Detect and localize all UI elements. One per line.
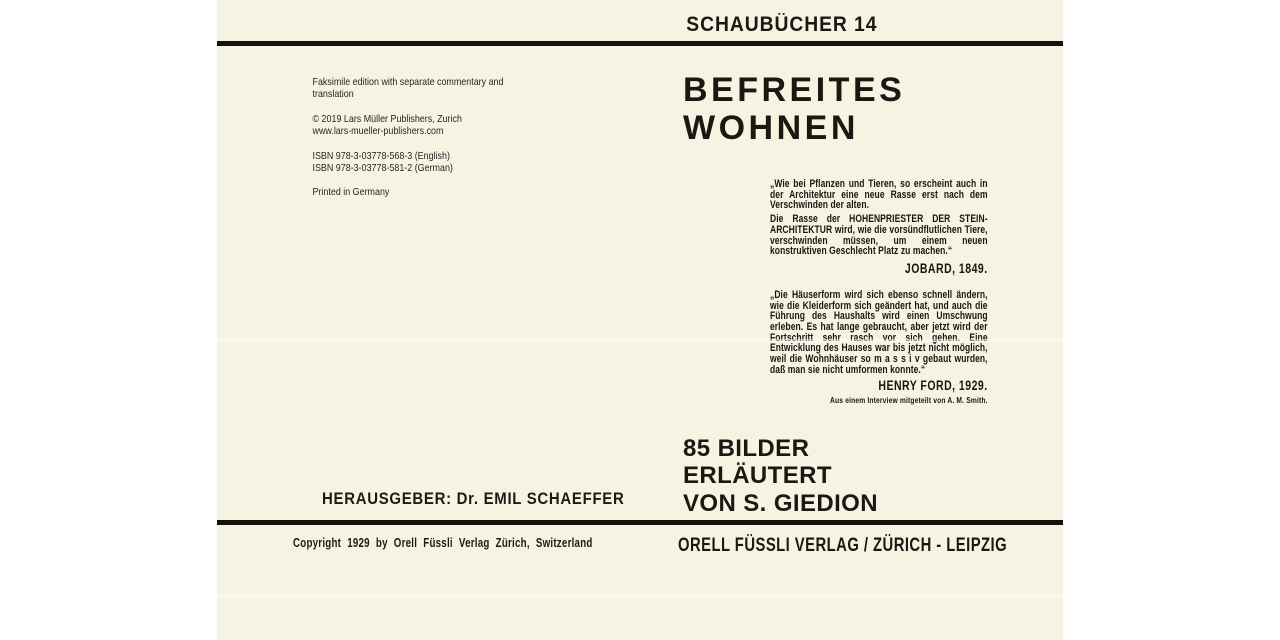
facsimile-imprint [313, 76, 534, 199]
copyright-2019: © 2019 Lars Müller Publishers, Zurich [312, 112, 462, 125]
epigraph-quotes [770, 179, 988, 405]
scan-seam-lower [217, 595, 1063, 598]
jobard-quote-part1: „Wie bei Pflanzen und Tieren, so erscheint auch in der Architektur eine neue Rasse erst nach dem Verschwinden der alten. [770, 178, 988, 212]
book-title [683, 72, 905, 147]
series-header: SCHAUBÜCHER 14 [686, 13, 878, 36]
isbn-english: ISBN 978-3-03778-568-3 (English) [312, 149, 450, 162]
subtitle-block [683, 435, 878, 517]
ford-quote: „Die Häuserform wird sich ebenso schnell ändern, wie die Kleiderform sich geändert hat, und auch die Führung des Haushalts wird einen Umschwung erleben. Es hat lange gebraucht, aber jetzt wird der Fortschritt sehr rasch vor sich gehen. Eine Entwicklung des Hauses war bis jetzt nicht möglich, weil die Wohnhäuser so m a s s i v gebaut wurden, daß man sie nicht umformen konnte.“ [770, 288, 988, 376]
jobard-attribution: JOBARD, 1849. [904, 260, 988, 276]
isbn-german: ISBN 978-3-03778-581-2 (German) [312, 162, 453, 175]
printed-in: Printed in Germany [312, 186, 390, 199]
isbn-block [313, 150, 534, 175]
copyright-1929: Copyright 1929 by Orell Füssli Verlag Zürich, Switzerland [293, 536, 593, 550]
publisher-copyright-block [313, 113, 534, 138]
subtitle-line3: VON S. GIEDION [683, 489, 878, 517]
book-title-page [217, 0, 1063, 640]
subtitle-line2: ERLÄUTERT [683, 462, 832, 490]
interview-note: Aus einem Interview mitgeteilt von A. M. Smith. [830, 394, 988, 405]
scan-seam-upper [217, 339, 1063, 342]
publisher-website: www.lars-mueller-publishers.com [312, 125, 444, 138]
book-title-line2: WOHNEN [683, 108, 859, 147]
subtitle-line1: 85 BILDER [683, 435, 810, 462]
publisher-imprint: ORELL FÜSSLI VERLAG / ZÜRICH - LEIPZIG [678, 534, 1008, 556]
bottom-rule [217, 520, 1063, 525]
top-rule [217, 41, 1063, 46]
book-title-line1: BEFREITES [683, 71, 906, 109]
ford-attribution: HENRY FORD, 1929. [878, 377, 988, 393]
edition-note: Faksimile edition with separate commentary and translation [312, 76, 504, 101]
editor-line: HERAUSGEBER: Dr. EMIL SCHAEFFER [322, 489, 625, 508]
jobard-quote-part2: Die Rasse der HOHENPRIESTER DER STEIN-ARCHITEKTUR wird, wie die vorsündflutlichen Tiere, verschwinden müssen, um einem neuen konstruktiven Geschlecht Platz zu machen.“ [770, 213, 988, 258]
